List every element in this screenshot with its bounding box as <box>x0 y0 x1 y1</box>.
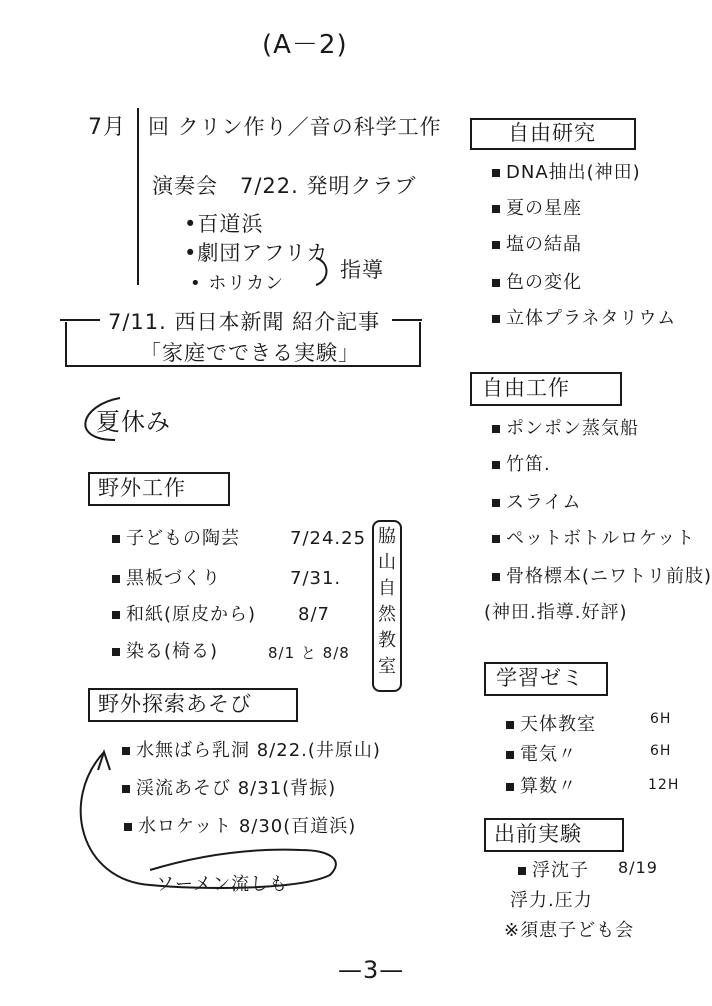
bullet-icon <box>492 169 500 177</box>
free-craft-item <box>492 530 695 548</box>
bullet-icon <box>492 573 500 581</box>
bullet-icon <box>506 751 514 759</box>
seminar-item <box>506 778 577 796</box>
outreach-line-2: 浮力.圧力 <box>510 890 593 911</box>
explore-item-text: 水無ばら乳洞 8/22.(井原山) <box>136 740 381 761</box>
craft-date: 8/7 <box>298 604 330 625</box>
news-line-1: 7/11. 西日本新聞 紹介記事 <box>108 310 381 334</box>
free-craft-item-text: ペットボトルロケット <box>506 528 696 549</box>
bullet-icon <box>506 721 514 729</box>
outreach-item <box>518 862 589 880</box>
free-craft-item <box>492 494 581 512</box>
outdoor-craft-heading: 野外工作 <box>98 476 186 500</box>
craft-item <box>112 643 218 661</box>
bullet-icon <box>506 783 514 791</box>
outreach-date: 8/19 <box>618 858 658 877</box>
explore-item <box>122 780 336 798</box>
seminar-item <box>506 746 577 764</box>
explore-item-text: 水ロケット 8/30(百道浜) <box>138 816 357 837</box>
free-craft-item <box>492 456 551 474</box>
outdoor-explore-heading-box <box>88 688 298 722</box>
summer-label: 夏休み <box>96 408 171 436</box>
seminar-item-text: 天体教室 <box>520 714 596 735</box>
july-line-1: 回 クリン作り／音の科学工作 <box>148 115 442 139</box>
side-note-char: 脇 <box>378 526 397 547</box>
venue-2: •劇団アフリカ <box>184 241 329 265</box>
study-seminar-heading: 学習ゼミ <box>496 666 584 690</box>
research-item <box>492 200 582 218</box>
outreach-heading-box <box>484 818 624 852</box>
outreach-heading: 出前実験 <box>494 822 582 846</box>
free-research-heading-box <box>470 118 636 150</box>
seminar-item-text: 算数〃 <box>520 776 577 797</box>
page-number: —3— <box>338 956 405 984</box>
craft-date: 7/24.25 <box>290 528 367 549</box>
bullet-icon <box>492 241 500 249</box>
bullet-icon <box>112 535 120 543</box>
july-line-2: 演奏会 7/22. 発明クラブ <box>152 174 417 198</box>
craft-item <box>112 530 240 548</box>
seminar-item-text: 電気〃 <box>520 744 577 765</box>
bullet-icon <box>492 205 500 213</box>
craft-date: 8/1 と 8/8 <box>268 644 350 662</box>
free-craft-item <box>492 420 639 438</box>
side-note-char: 山 <box>378 552 397 573</box>
craft-item <box>112 606 256 624</box>
side-note-char: 自 <box>378 578 397 599</box>
craft-item-text: 子どもの陶芸 <box>126 528 240 549</box>
explore-item-text: 渓流あそび 8/31(背振) <box>136 778 337 799</box>
bullet-icon <box>492 279 500 287</box>
research-item <box>492 310 676 328</box>
page-code: (A－2) <box>262 30 348 60</box>
craft-date: 7/31. <box>290 568 342 589</box>
research-item-text: 立体プラネタリウム <box>506 308 677 329</box>
bullet-icon <box>112 611 120 619</box>
bullet-icon <box>492 535 500 543</box>
news-line-2: 「家庭でできる実験」 <box>140 341 360 365</box>
research-item-text: 塩の結晶 <box>506 234 582 255</box>
free-craft-item-text: 竹笛. <box>506 454 551 475</box>
free-craft-heading-box <box>470 372 622 406</box>
bullet-icon <box>112 575 120 583</box>
outdoor-explore-heading: 野外探索あそび <box>98 692 252 716</box>
explore-item <box>122 742 381 760</box>
study-seminar-heading-box <box>484 662 608 696</box>
bullet-icon <box>122 747 130 755</box>
seminar-item <box>506 716 596 734</box>
loop-note: ソーメン流しも <box>156 874 289 895</box>
research-item-text: 夏の星座 <box>506 198 582 219</box>
craft-item <box>112 570 221 588</box>
craft-item-text: 染る(椅る) <box>126 641 219 662</box>
bullet-icon <box>492 315 500 323</box>
outreach-line-3: ※須恵子ども会 <box>504 920 635 941</box>
guide-label: 指導 <box>340 258 384 282</box>
bullet-icon <box>112 648 120 656</box>
venue-3: • ホリカン <box>190 273 285 294</box>
free-craft-item-text: ポンポン蒸気船 <box>506 418 639 439</box>
side-note-char: 教 <box>378 630 397 651</box>
free-research-heading: 自由研究 <box>508 121 596 145</box>
month-label: 7月 <box>88 115 126 140</box>
free-craft-heading: 自由工作 <box>482 376 570 400</box>
seminar-hours: 6H <box>650 743 672 759</box>
free-craft-item <box>492 568 712 586</box>
free-craft-item-text: 骨格標本(ニワトリ前肢) <box>506 566 712 587</box>
side-note-char: 室 <box>378 656 397 677</box>
bullet-icon <box>492 499 500 507</box>
craft-item-text: 黒板づくり <box>126 568 221 589</box>
venue-1: •百道浜 <box>184 212 264 236</box>
research-item <box>492 164 641 182</box>
side-note-char: 然 <box>378 604 397 625</box>
craft-item-text: 和紙(原皮から) <box>126 604 257 625</box>
seminar-hours: 6H <box>650 711 672 727</box>
free-craft-item-text: スライム <box>506 492 582 513</box>
bullet-icon <box>518 867 526 875</box>
research-item-text: DNA抽出(神田) <box>506 162 641 183</box>
bullet-icon <box>124 823 132 831</box>
research-item <box>492 274 582 292</box>
research-item-text: 色の変化 <box>506 272 582 293</box>
outdoor-craft-heading-box <box>88 472 230 506</box>
seminar-hours: 12H <box>648 777 680 793</box>
side-note-box <box>372 520 402 692</box>
explore-item <box>124 818 356 836</box>
outreach-item-text: 浮沈子 <box>532 860 589 881</box>
loop-arrowhead <box>98 752 110 770</box>
bullet-icon <box>122 785 130 793</box>
free-craft-note: (神田.指導.好評) <box>484 602 628 623</box>
bullet-icon <box>492 425 500 433</box>
research-item <box>492 236 582 254</box>
bullet-icon <box>492 461 500 469</box>
